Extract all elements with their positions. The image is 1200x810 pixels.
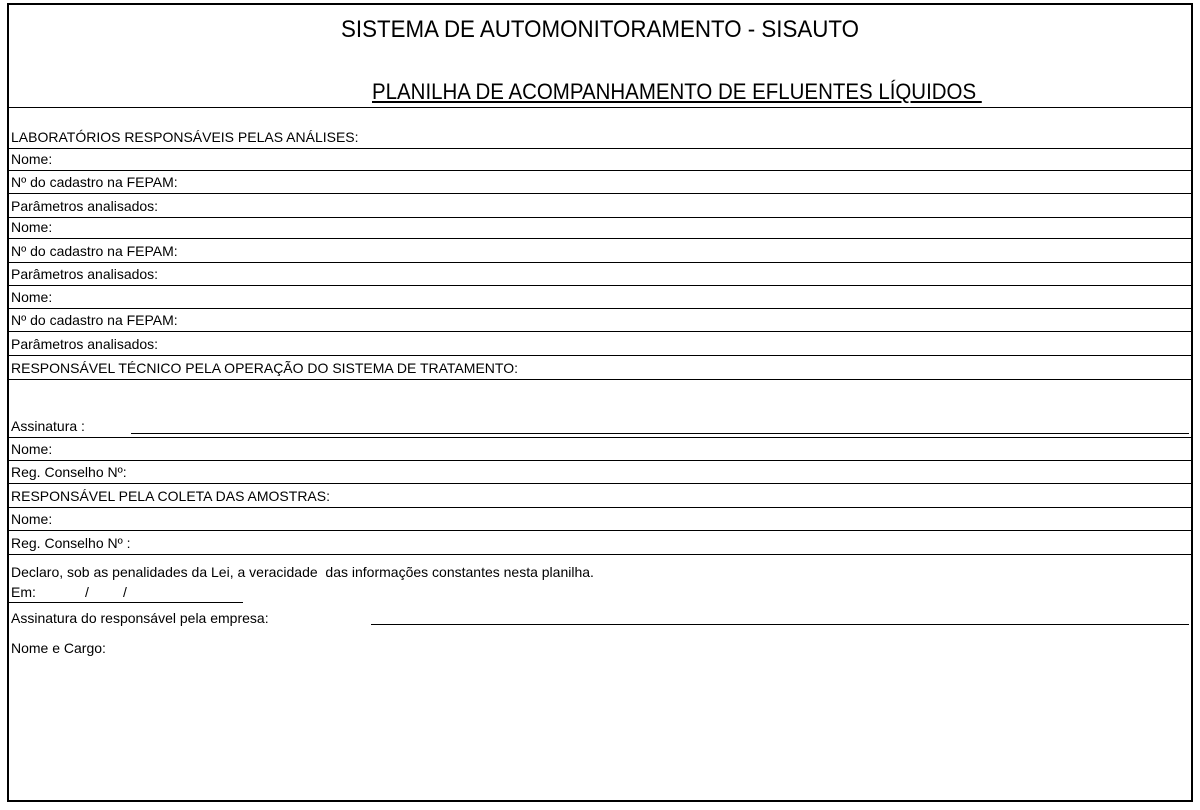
lab1-params-label: Parâmetros analisados: (11, 198, 159, 214)
lab3-registry-row[interactable] (9, 309, 1191, 332)
technical-name-label: Nome: (11, 441, 53, 457)
lab2-params-label: Parâmetros analisados: (11, 266, 159, 282)
date-row[interactable] (9, 583, 1191, 603)
technical-name-row[interactable] (9, 437, 1191, 461)
lab3-name-label: Nome: (11, 289, 53, 305)
technical-heading: RESPONSÁVEL TÉCNICO PELA OPERAÇÃO DO SISTEMA DE TRATAMENTO: (11, 360, 518, 376)
form-sheet (7, 3, 1193, 802)
lab3-params-row[interactable] (9, 332, 1191, 356)
technical-council-label: Reg. Conselho Nº: (11, 464, 127, 480)
technical-council-row[interactable] (9, 461, 1191, 484)
date-separator-2: / (123, 584, 127, 600)
company-signature-row[interactable] (9, 603, 1191, 629)
lab2-name-row[interactable] (9, 218, 1191, 239)
lab1-name-row[interactable] (9, 149, 1191, 171)
lab1-registry-row[interactable] (9, 171, 1191, 194)
technical-signature-row[interactable] (9, 380, 1191, 437)
collection-name-label: Nome: (11, 511, 53, 527)
lab1-params-row[interactable] (9, 194, 1191, 218)
lab1-name-label: Nome: (11, 151, 53, 167)
declaration-text: Declaro, sob as penalidades da Lei, a veracidade das informações constantes nesta planilha. (11, 564, 594, 580)
form-header (9, 5, 1191, 108)
lab2-params-row[interactable] (9, 263, 1191, 286)
technical-signature-label: Assinatura : (11, 418, 85, 434)
date-label: Em: (11, 584, 36, 600)
labs-heading: LABORATÓRIOS RESPONSÁVEIS PELAS ANÁLISES: (11, 129, 359, 145)
lab1-registry-label: Nº do cadastro na FEPAM: (11, 174, 178, 190)
collection-heading: RESPONSÁVEL PELA COLETA DAS AMOSTRAS: (11, 488, 330, 504)
name-role-row[interactable] (9, 629, 1191, 659)
company-signature-line[interactable] (371, 624, 1189, 625)
lab2-name-label: Nome: (11, 219, 53, 235)
declaration-row (9, 555, 1191, 583)
lab3-name-row[interactable] (9, 286, 1191, 309)
collection-name-row[interactable] (9, 508, 1191, 531)
lab3-params-label: Parâmetros analisados: (11, 336, 159, 352)
technical-signature-line[interactable] (131, 433, 1189, 434)
date-separator-1: / (85, 584, 89, 600)
name-role-label: Nome e Cargo: (11, 640, 106, 656)
collection-heading-row (9, 484, 1191, 508)
collection-council-row[interactable] (9, 531, 1191, 555)
company-signature-label: Assinatura do responsável pela empresa: (11, 610, 269, 626)
form-subtitle: PLANILHA DE ACOMPANHAMENTO DE EFLUENTES LÍQUIDOS (372, 79, 982, 104)
lab3-registry-label: Nº do cadastro na FEPAM: (11, 312, 178, 328)
labs-heading-row (9, 108, 1191, 149)
technical-heading-row (9, 356, 1191, 380)
lab2-registry-row[interactable] (9, 239, 1191, 263)
collection-council-label: Reg. Conselho Nº : (11, 535, 131, 551)
lab2-registry-label: Nº do cadastro na FEPAM: (11, 243, 178, 259)
form-title: SISTEMA DE AUTOMONITORAMENTO - SISAUTO (340, 16, 859, 43)
